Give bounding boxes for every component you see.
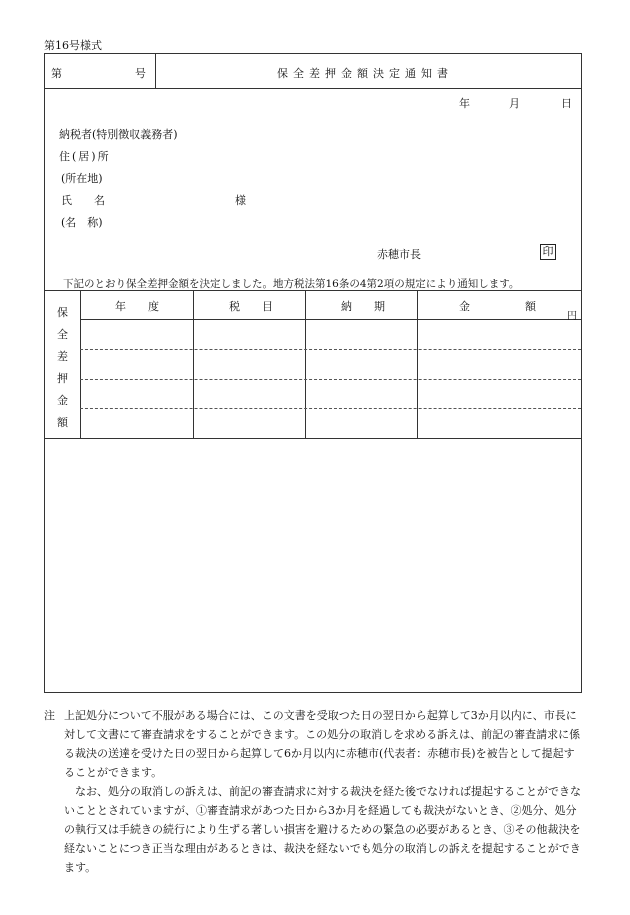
side-label-char: 額: [57, 416, 68, 429]
note-text-1: 上記処分について不服がある場合には、この文書を受取つた日の翌日から起算して3か月以内に、市長に対して文書にて審査請求をすることができます。この処分の取消しを求める訴えは、前記の審査請求に係る裁決の送達を受けた日の翌日から起算して6か月以内に赤穂市(代表者：赤穂市長)を被告として提起することができます。: [64, 709, 581, 779]
column-header-fiscal-year: 年 度: [115, 300, 159, 313]
number-suffix: 号: [135, 67, 146, 80]
table-row-divider: [80, 379, 581, 380]
column-header-amount: 金 額: [459, 300, 536, 313]
header-divider: [45, 88, 581, 89]
name-label: 氏 名: [61, 194, 105, 207]
notice-statement: 下記のとおり保全差押金額を決定しました。地方税法第16条の4第2項の規定により通知します。: [63, 278, 520, 290]
date-month: 月: [509, 97, 520, 110]
document-title: 保全差押金額決定通知書: [277, 67, 453, 80]
taxpayer-label: 納税者(特別徴収義務者): [59, 128, 178, 141]
amount-unit: 円: [567, 311, 577, 322]
location-label: (所在地): [61, 172, 103, 185]
table-row-divider: [80, 408, 581, 409]
number-prefix: 第: [51, 67, 62, 80]
table-header-divider: [80, 319, 581, 320]
name-suffix: 様: [235, 194, 246, 207]
table-column-divider: [193, 290, 194, 438]
side-label-char: 押: [57, 372, 68, 385]
side-label-char: 金: [57, 394, 68, 407]
table-row-divider: [80, 349, 581, 350]
form-number: 第16号様式: [44, 39, 102, 52]
date-year: 年: [459, 97, 470, 110]
column-header-due-date: 納 期: [341, 300, 385, 313]
side-label-char: 全: [57, 328, 68, 341]
note-marker: 注: [44, 709, 55, 722]
table-column-divider: [80, 290, 81, 438]
note-paragraph-2: なお、処分の取消しの訴えは、前記の審査請求に対する裁決を経た後でなければ提起することができないこととされていますが、①審査請求があつた日から3か月を経過しても裁決がないとき、②処分、処分の執行又は手続きの続行により生ずる著しい損害を避けるための緊急の必要があるとき、③その他裁決を経ないことにつき正当な理由があるときは、裁決を経ないでも処分の取消しの訴えを提起することができます。: [64, 785, 581, 874]
column-header-tax-item: 税 目: [229, 300, 273, 313]
notes-section: [44, 706, 584, 877]
table-bottom-border: [45, 438, 581, 439]
date-day: 日: [561, 97, 572, 110]
table-column-divider: [305, 290, 306, 438]
side-label-char: 差: [57, 350, 68, 363]
address-label: 住(居)所: [59, 150, 111, 163]
note-paragraph-1: [44, 706, 584, 782]
table-top-border: [45, 290, 581, 291]
header-column-divider: [155, 54, 156, 88]
mayor-label: 赤穂市長: [377, 248, 421, 261]
corp-name-label: (名 称): [61, 216, 103, 229]
side-label-char: 保: [57, 306, 68, 319]
table-column-divider: [417, 290, 418, 438]
seal-mark: 印: [540, 244, 556, 260]
notice-frame: [44, 53, 582, 693]
